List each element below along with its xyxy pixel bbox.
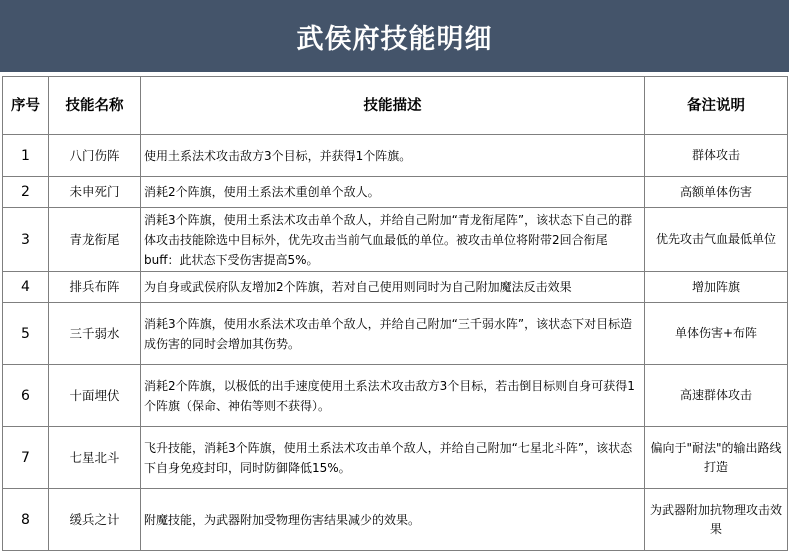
title-bar [0,0,789,72]
row-skill-name: 十面埋伏 [49,365,141,427]
header-note: 备注说明 [645,77,788,135]
row-index: 2 [3,177,49,208]
row-note: 群体攻击 [645,135,788,177]
row-index: 1 [3,135,49,177]
row-index: 6 [3,365,49,427]
row-index: 5 [3,303,49,365]
row-skill-name: 缓兵之计 [49,489,141,551]
row-note: 高额单体伤害 [645,177,788,208]
header-index: 序号 [3,77,49,135]
row-skill-name: 青龙衔尾 [49,208,141,272]
row-note: 偏向于"耐法"的输出路线打造 [645,427,788,489]
row-note: 单体伤害+布阵 [645,303,788,365]
table-row [3,365,788,427]
row-skill-name: 三千弱水 [49,303,141,365]
row-skill-name: 八门伤阵 [49,135,141,177]
row-skill-desc: 消耗3个阵旗，使用土系法术攻击单个敌人，并给自己附加“青龙衔尾阵”，该状态下自己的群体攻击技能除选中目标外，优先攻击当前气血最低的单位。被攻击单位将附带2回合衔尾buff：此状态下受伤害提高5%。 [141,208,645,272]
table-row [3,135,788,177]
table-row [3,427,788,489]
skills-table [2,76,788,551]
row-note: 高速群体攻击 [645,365,788,427]
row-skill-desc: 附魔技能，为武器附加受物理伤害结果减少的效果。 [141,489,645,551]
table-row [3,272,788,303]
row-skill-desc: 消耗2个阵旗，以极低的出手速度使用土系法术攻击敌方3个目标，若击倒目标则自身可获得1个阵旗（保命、神佑等则不获得）。 [141,365,645,427]
header-desc: 技能描述 [141,77,645,135]
row-index: 3 [3,208,49,272]
row-index: 7 [3,427,49,489]
header-name: 技能名称 [49,77,141,135]
row-skill-desc: 消耗2个阵旗，使用土系法术重创单个敌人。 [141,177,645,208]
table-row [3,208,788,272]
row-skill-desc: 为自身或武侯府队友增加2个阵旗，若对自己使用则同时为自己附加魔法反击效果 [141,272,645,303]
row-skill-name: 七星北斗 [49,427,141,489]
row-note: 为武器附加抗物理攻击效果 [645,489,788,551]
row-skill-name: 未申死门 [49,177,141,208]
row-note: 增加阵旗 [645,272,788,303]
page-title: 武侯府技能明细 [296,23,493,55]
row-index: 8 [3,489,49,551]
table-row [3,177,788,208]
row-index: 4 [3,272,49,303]
row-skill-name: 排兵布阵 [49,272,141,303]
row-skill-desc: 使用土系法术攻击敌方3个目标，并获得1个阵旗。 [141,135,645,177]
header-row [3,77,788,135]
row-skill-desc: 飞升技能，消耗3个阵旗，使用土系法术攻击单个敌人，并给自己附加“七星北斗阵”，该状态下自身免疫封印，同时防御降低15%。 [141,427,645,489]
table-row [3,489,788,551]
row-note: 优先攻击气血最低单位 [645,208,788,272]
row-skill-desc: 消耗3个阵旗，使用水系法术攻击单个敌人，并给自己附加“三千弱水阵”，该状态下对目标造成伤害的同时会增加其伤势。 [141,303,645,365]
table-row [3,303,788,365]
